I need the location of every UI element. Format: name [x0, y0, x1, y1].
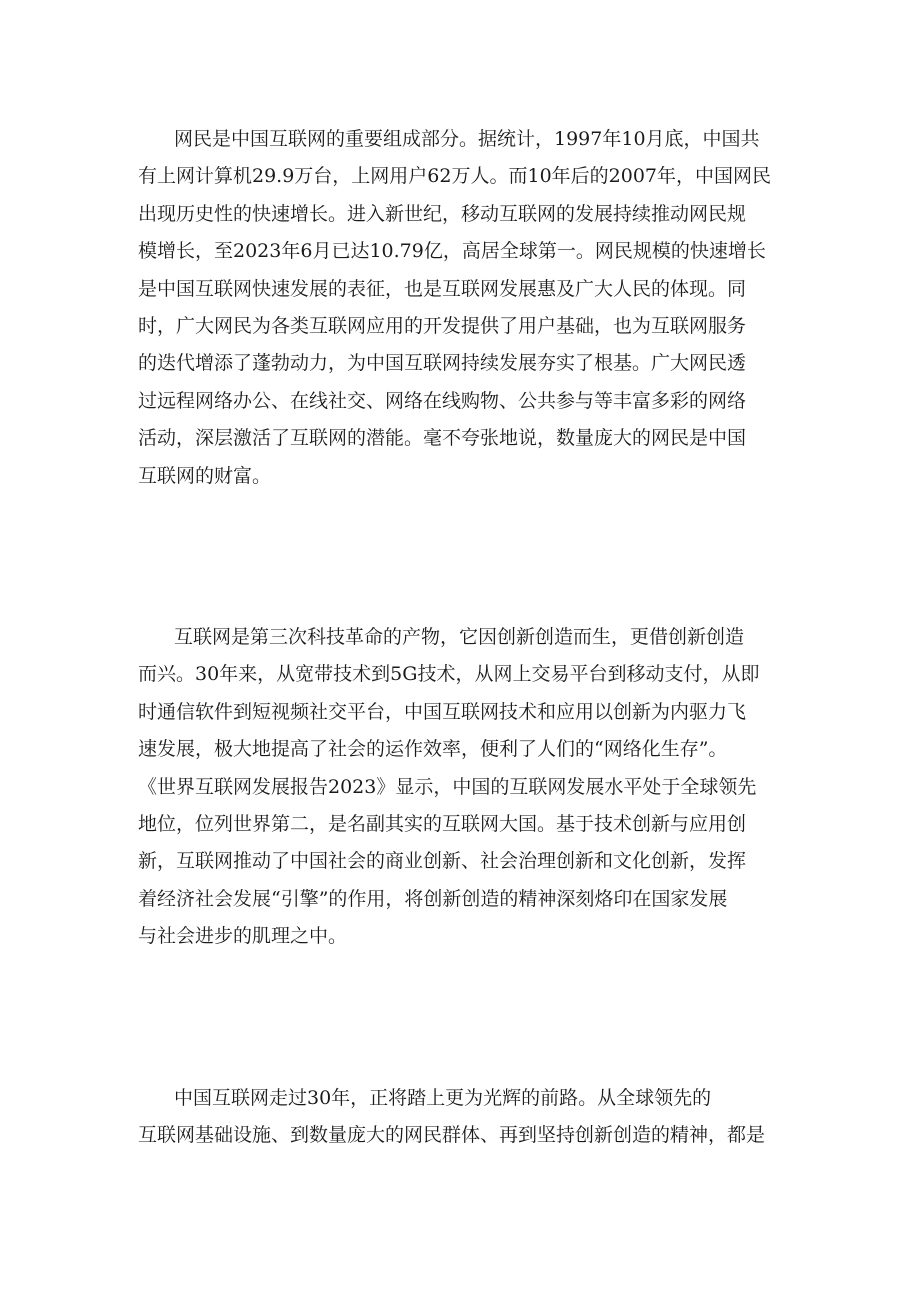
text-line: 新，互联网推动了中国社会的商业创新、社会治理创新和文化创新，发挥: [138, 850, 747, 873]
text-line: 时，广大网民为各类互联网应用的开发提供了用户基础，也为互联网服务: [138, 314, 747, 337]
text-line: 互联网基础设施、到数量庞大的网民群体、再到坚持创新创造的精神，都是: [138, 1124, 766, 1147]
text-line: 地位，位列世界第二，是名副其实的互联网大国。基于技术创新与应用创: [138, 812, 747, 835]
text-line: 速发展，极大地提高了社会的运作效率，便利了人们的“网络化生存”。: [138, 738, 728, 761]
text-line: 出现历史性的快速增长。进入新世纪，移动互联网的发展持续推动网民规: [138, 202, 747, 225]
text-line: 中国互联网走过30年，正将踏上更为光辉的前路。从全球领先的: [174, 1087, 712, 1109]
text-line: 互联网的财富。: [138, 464, 272, 487]
text-line: 《世界互联网发展报告2023》显示，中国的互联网发展水平处于全球领先: [138, 775, 757, 798]
text-line: 活动，深层激活了互联网的潜能。毫不夸张地说，数量庞大的网民是中国: [138, 427, 747, 450]
text-line: 模增长，至2023年6月已达10.79亿，高居全球第一。网民规模的快速增长: [138, 240, 766, 263]
paragraph-innovation: [138, 619, 790, 956]
text-line: 时通信软件到短视频社交平台，中国互联网技术和应用以创新为内驱力飞: [138, 700, 747, 723]
paragraph-netizens: [138, 121, 790, 495]
paragraph-future: [138, 1080, 790, 1155]
text-line: 有上网计算机29.9万台，上网用户62万人。而10年后的2007年，中国网民: [138, 165, 772, 188]
text-line: 互联网是第三次科技革命的产物，它因创新创造而生，更借创新创造: [174, 626, 745, 648]
text-line: 网民是中国互联网的重要组成部分。据统计，1997年10月底，中国共: [174, 128, 760, 150]
text-line: 的迭代增添了蓬勃动力，为中国互联网持续发展夯实了根基。广大网民透: [138, 352, 747, 375]
text-line: 与社会进步的肌理之中。: [138, 925, 348, 948]
text-line: 是中国互联网快速发展的表征，也是互联网发展惠及广大人民的体现。同: [138, 277, 747, 300]
text-line: 而兴。30年来，从宽带技术到5G技术，从网上交易平台到移动支付，从即: [138, 663, 760, 686]
text-line: 过远程网络办公、在线社交、网络在线购物、公共参与等丰富多彩的网络: [138, 389, 747, 412]
text-line: 着经济社会发展“引擎”的作用，将创新创造的精神深刻烙印在国家发展: [138, 887, 728, 910]
